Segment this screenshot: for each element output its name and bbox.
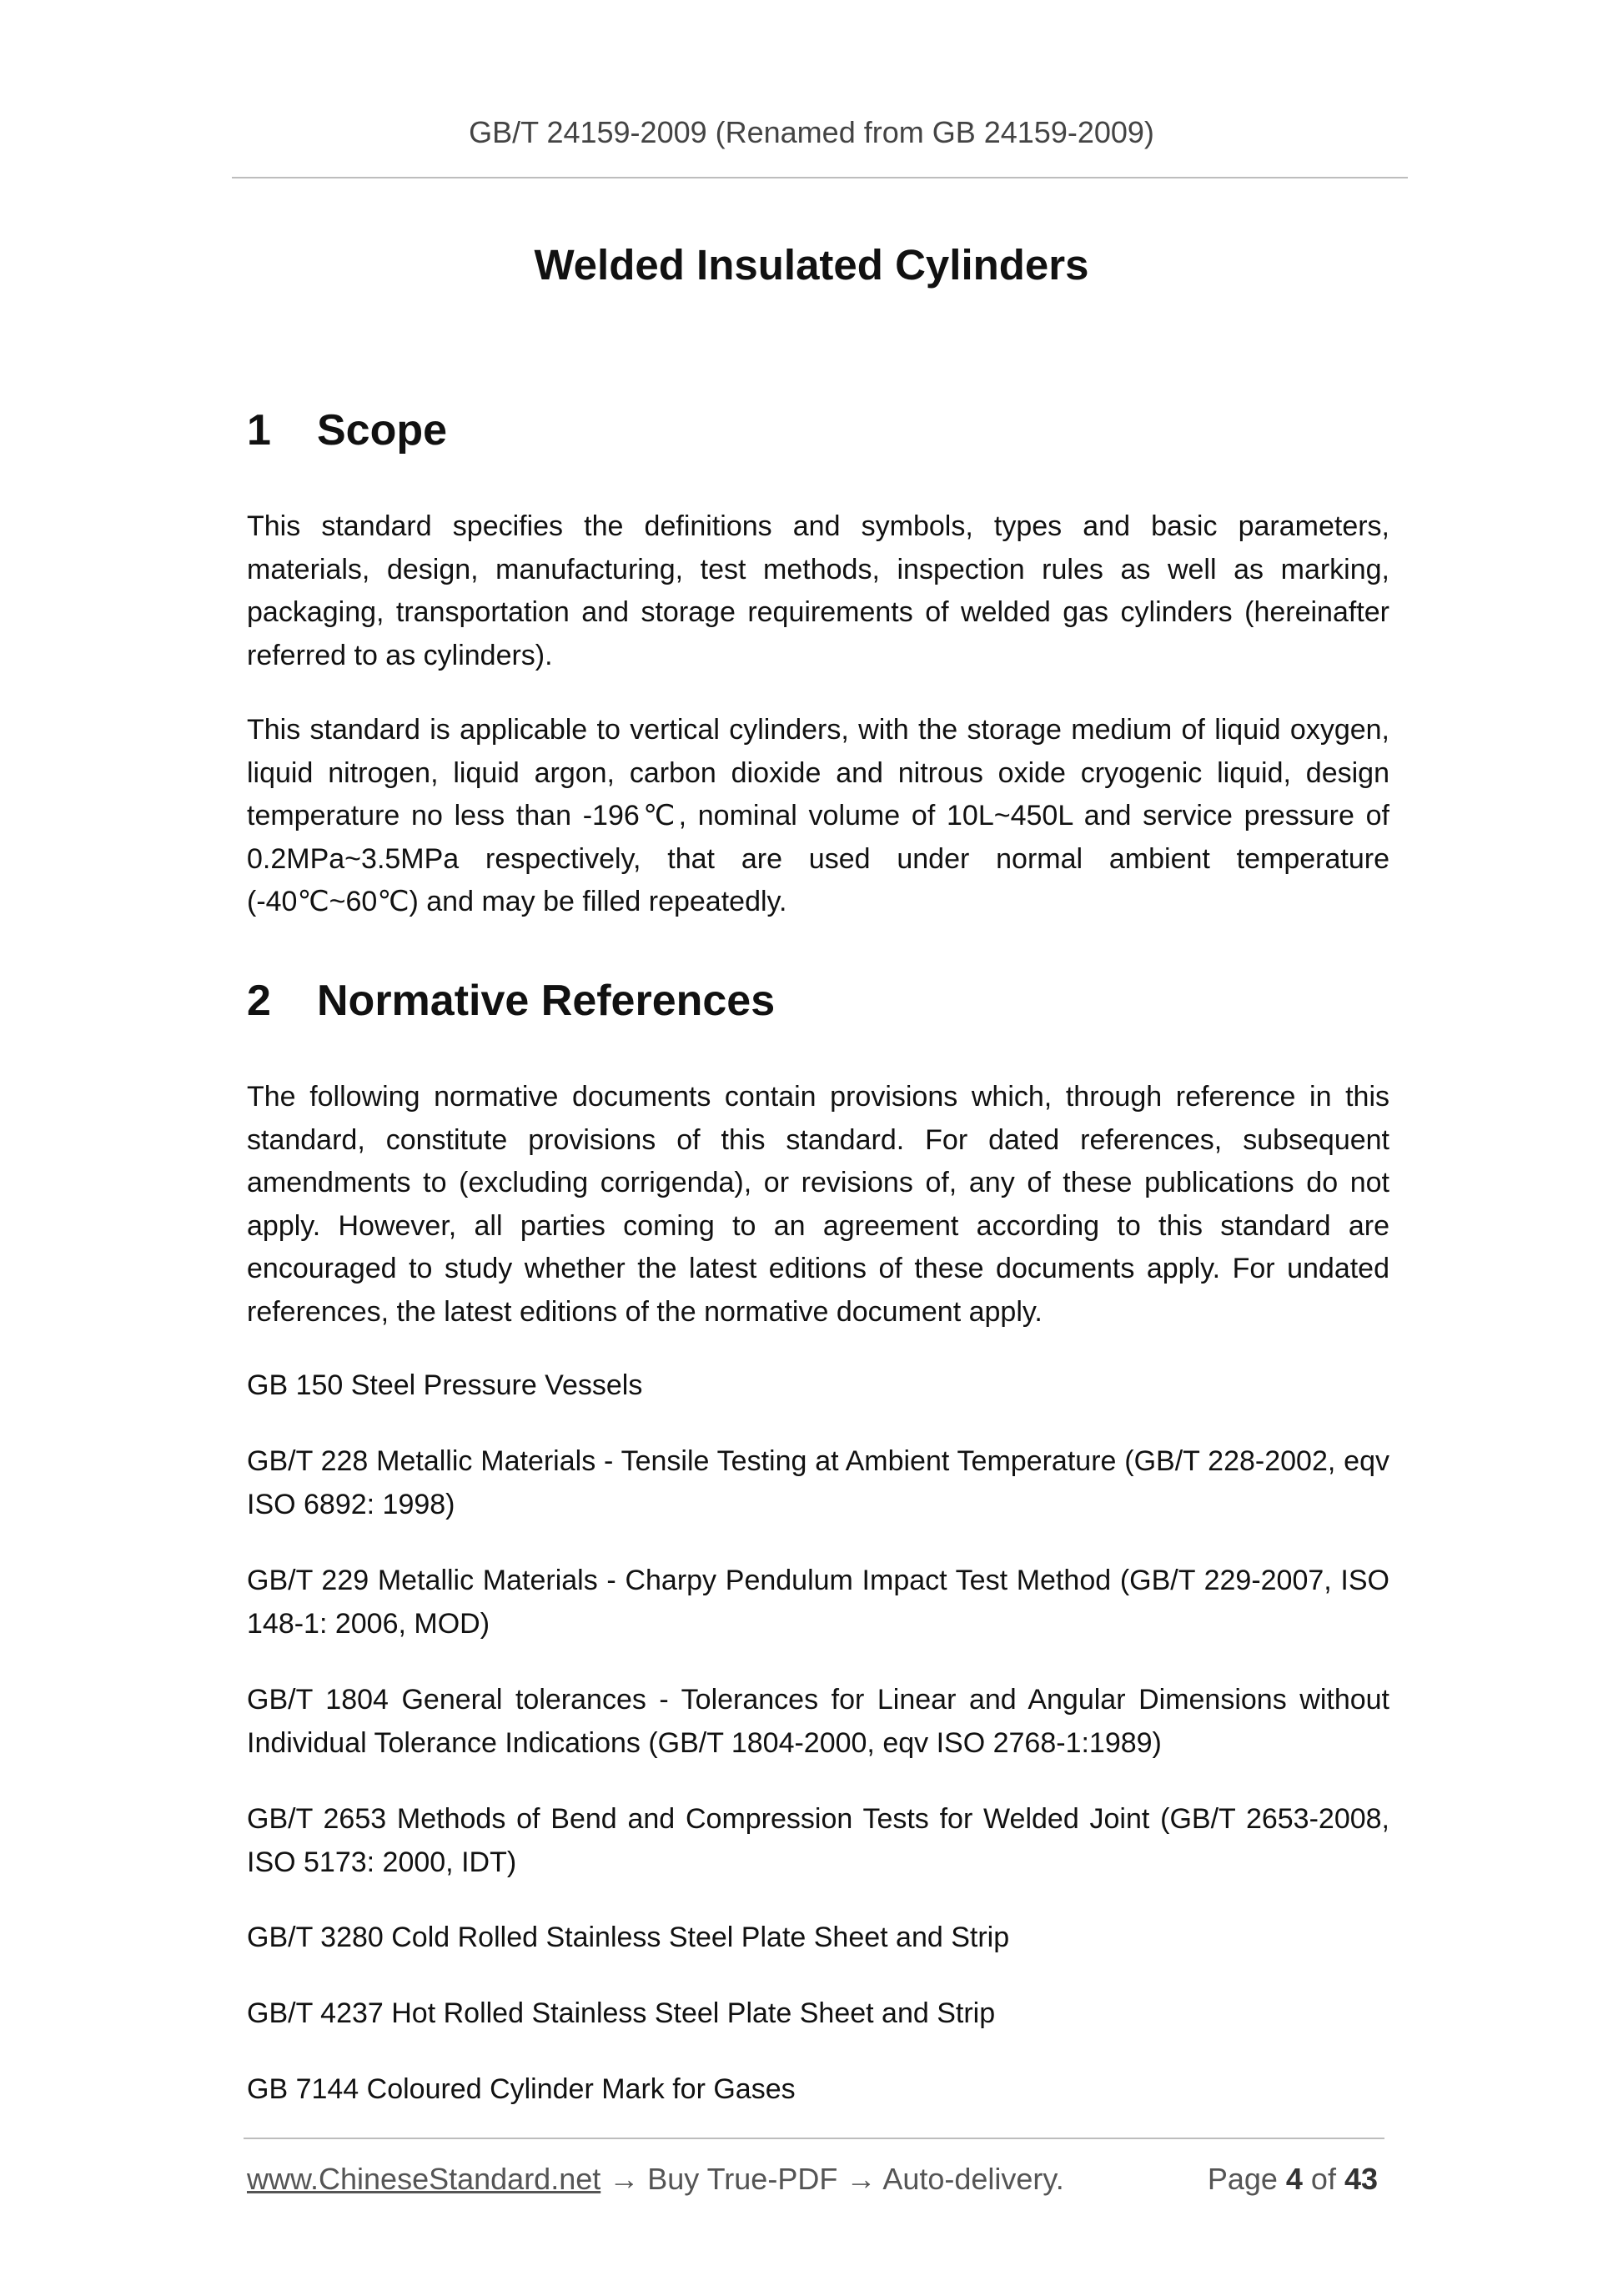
section-number: 2 bbox=[247, 977, 271, 1025]
section-heading-scope bbox=[247, 405, 447, 455]
footer-promo bbox=[247, 2162, 1064, 2197]
page-total: 43 bbox=[1344, 2162, 1378, 2196]
references-intro-paragraph: The following normative documents contain provisions which, through reference in this standard, constitute provisions of this standard. For dated references, subsequent amendments to (excluding corrigenda), or revisions of, any of these publications do not apply. However, all parties coming to an agreement according to this standard are encouraged to study whether the latest editions of these documents apply. For undated references, the latest editions of the normative document apply. bbox=[247, 1081, 1389, 1328]
page-current: 4 bbox=[1285, 2162, 1303, 2196]
scope-paragraph: This standard is applicable to vertical cylinders, with the storage medium of liquid oxygen, liquid nitrogen, liquid argon, carbon dioxide and nitrous oxide cryogenic liquid, design temperature no less than -196℃, nominal volume of 10L~450L and service pressure of 0.2MPa~3.5MPa respectively, that are used under normal ambient temperature (-40℃~60℃) and may be filled repeatedly. bbox=[247, 714, 1389, 917]
page-of-label: of bbox=[1302, 2162, 1344, 2196]
section-title: Scope bbox=[317, 406, 448, 455]
reference-item: GB/T 4237 Hot Rolled Stainless Steel Plate Sheet and Strip bbox=[247, 1997, 996, 2029]
reference-item: GB/T 2653 Methods of Bend and Compression Tests for Welded Joint (GB/T 2653-2008, ISO 5173: 2000, IDT) bbox=[247, 1803, 1389, 1878]
section-number: 1 bbox=[247, 406, 271, 455]
page-label: Page bbox=[1207, 2162, 1286, 2196]
scope-paragraph: This standard specifies the definitions and symbols, types and basic parameters, materials, design, manufacturing, test methods, inspection rules as well as marking, packaging, transportation and storage requirements of welded gas cylinders (hereinafter referred to as cylinders). bbox=[247, 510, 1389, 671]
website-link[interactable]: www.ChineseStandard.net bbox=[247, 2162, 601, 2196]
section-heading-normative-references bbox=[247, 976, 775, 1026]
document-title: Welded Insulated Cylinders bbox=[534, 241, 1089, 289]
reference-item: GB/T 228 Metallic Materials - Tensile Testing at Ambient Temperature (GB/T 228-2002, eqv ISO 6892: 1998) bbox=[247, 1445, 1389, 1520]
running-header: GB/T 24159-2009 (Renamed from GB 24159-2009) bbox=[469, 115, 1154, 149]
section-title: Normative References bbox=[317, 977, 776, 1025]
reference-item: GB 7144 Coloured Cylinder Mark for Gases bbox=[247, 2073, 796, 2105]
page-indicator bbox=[1208, 2162, 1378, 2197]
reference-item: GB/T 1804 General tolerances - Tolerances for Linear and Angular Dimensions without Individual Tolerance Indications (GB/T 1804-2000, eqv ISO 2768-1:1989) bbox=[247, 1684, 1389, 1759]
reference-item: GB/T 229 Metallic Materials - Charpy Pendulum Impact Test Method (GB/T 229-2007, ISO 148-1: 2006, MOD) bbox=[247, 1565, 1389, 1640]
reference-item: GB 150 Steel Pressure Vessels bbox=[247, 1369, 643, 1401]
header-divider bbox=[232, 177, 1408, 178]
footer-divider bbox=[244, 2138, 1384, 2139]
footer-tagline: → Buy True-PDF → Auto-delivery. bbox=[600, 2162, 1064, 2196]
reference-item: GB/T 3280 Cold Rolled Stainless Steel Plate Sheet and Strip bbox=[247, 1922, 1010, 1953]
